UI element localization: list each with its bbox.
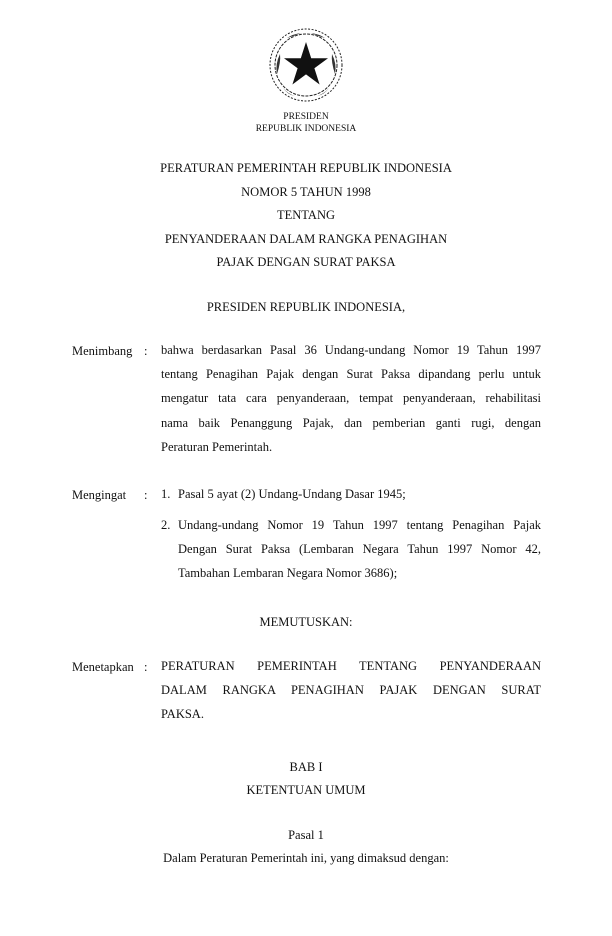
pasal-number: Pasal 1 bbox=[288, 828, 324, 842]
menetapkan-line: DALAM RANGKA PENAGIHAN PAJAK DENGAN SURAT bbox=[161, 683, 541, 698]
title-line-3: TENTANG bbox=[276, 208, 335, 222]
mengingat-item-1 bbox=[161, 482, 541, 506]
mengingat-label: Mengingat bbox=[72, 488, 127, 502]
menimbang-line: bahwa berdasarkan Pasal 36 Undang-undang Nomor 19 Tahun 1997 bbox=[161, 343, 541, 357]
mengingat-item-2 bbox=[161, 513, 541, 586]
bab-title: KETENTUAN UMUM bbox=[246, 783, 366, 797]
menimbang-line: mengatur tata cara penyanderaan, tempat penyanderaan, rehabilitasi bbox=[161, 391, 541, 406]
mengingat-line: Undang-undang Nomor 19 Tahun 1997 tentang Penagihan Pajak bbox=[178, 518, 541, 532]
menetapkan-colon: : bbox=[144, 660, 148, 674]
list-number: 1. bbox=[161, 487, 171, 501]
header-presiden: PRESIDEN bbox=[283, 112, 329, 122]
memutuskan-heading: MEMUTUSKAN: bbox=[259, 615, 353, 629]
title-line-1: PERATURAN PEMERINTAH REPUBLIK INDONESIA bbox=[160, 161, 452, 175]
menimbang-line: nama baik Penanggung Pajak, dan pemberian ganti rugi, dengan bbox=[161, 415, 541, 430]
pasal-intro: Dalam Peraturan Pemerintah ini, yang dimaksud dengan: bbox=[163, 851, 449, 865]
menetapkan-label: Menetapkan bbox=[72, 660, 134, 674]
menimbang-line: Peraturan Pemerintah. bbox=[161, 439, 273, 454]
menimbang-label: Menimbang bbox=[72, 344, 133, 358]
header-republik: REPUBLIK INDONESIA bbox=[255, 124, 357, 134]
mengingat-line: Tambahan Lembaran Negara Nomor 3686); bbox=[178, 566, 398, 581]
mengingat-line: Pasal 5 ayat (2) Undang-Undang Dasar 1945; bbox=[178, 487, 406, 501]
menetapkan-text bbox=[161, 654, 541, 727]
list-number: 2. bbox=[161, 518, 171, 532]
menetapkan-line: PAKSA. bbox=[161, 707, 204, 722]
title-line-5: PAJAK DENGAN SURAT PAKSA bbox=[216, 255, 396, 269]
title-line-4: PENYANDERAAN DALAM RANGKA PENAGIHAN bbox=[164, 232, 448, 246]
menimbang-text bbox=[161, 338, 541, 459]
garuda-star-wreath-emblem-icon bbox=[267, 26, 345, 104]
bab-number: BAB I bbox=[289, 760, 323, 774]
preamble: PRESIDEN REPUBLIK INDONESIA, bbox=[206, 300, 406, 314]
mengingat-colon: : bbox=[144, 488, 148, 502]
menetapkan-line: PERATURAN PEMERINTAH TENTANG PENYANDERAAN bbox=[161, 659, 541, 673]
menimbang-colon: : bbox=[144, 344, 148, 358]
title-line-2: NOMOR 5 TAHUN 1998 bbox=[241, 185, 371, 199]
mengingat-line: Dengan Surat Paksa (Lembaran Negara Tahun 1997 Nomor 42, bbox=[178, 542, 541, 557]
menimbang-line: tentang Penagihan Pajak dengan Surat Paksa dipandang perlu untuk bbox=[161, 367, 541, 382]
